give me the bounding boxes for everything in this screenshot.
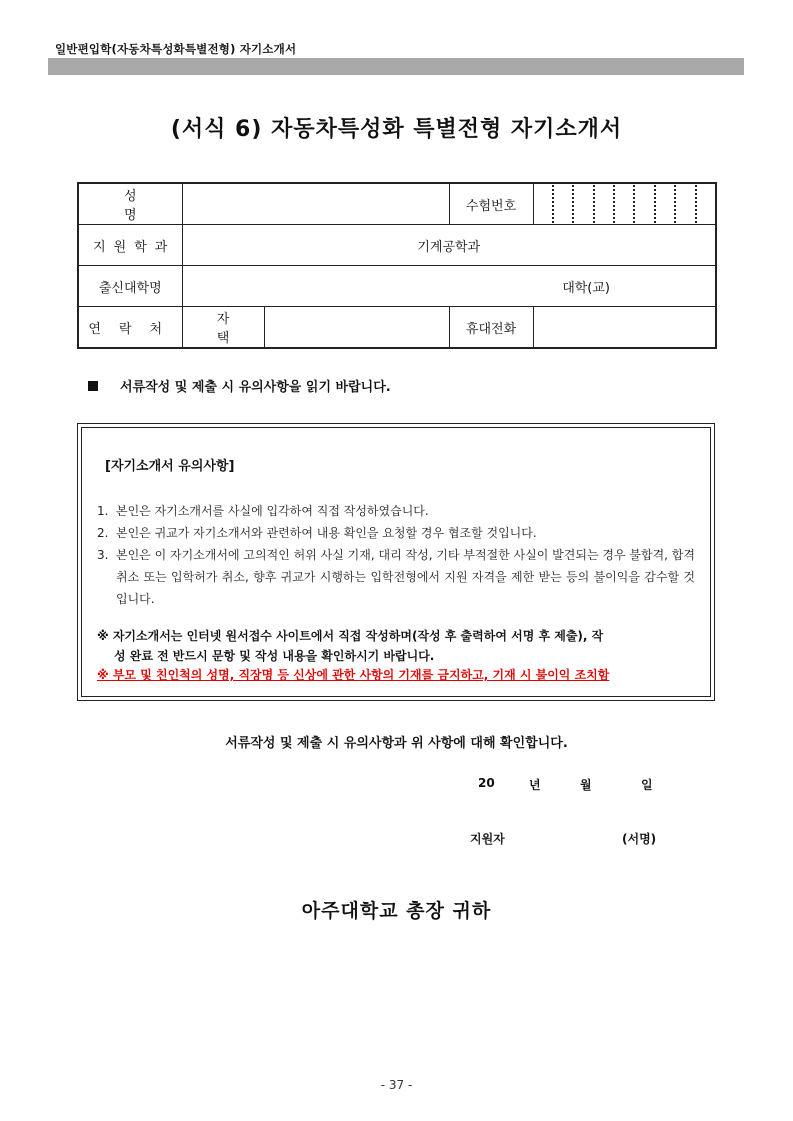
mobile-phone-field[interactable] xyxy=(533,307,716,349)
guidelines-box xyxy=(77,423,715,701)
exam-number-label: 수험번호 xyxy=(449,183,533,225)
page-header-text: 일반편입학(자동차특성화특별전형) 자기소개서 xyxy=(55,42,297,56)
applicant-info-table xyxy=(77,182,717,349)
list-item-text: 본인은 자기소개서를 사실에 입각하여 직접 작성하였습니다. xyxy=(116,504,429,518)
table-row xyxy=(78,225,716,266)
list-item-number: 2. xyxy=(97,526,109,540)
university-label: 출신대학명 xyxy=(78,266,182,307)
table-row xyxy=(78,307,716,349)
list-item-number: 3. xyxy=(97,548,109,562)
writing-warning-line1: ※ 자기소개서는 인터넷 원서접수 사이트에서 직접 작성하며(작성 후 출력하여 서명 후 제출), 작 xyxy=(97,629,604,643)
signature-label: (서명) xyxy=(622,832,657,846)
notice-line xyxy=(88,376,391,395)
name-field[interactable] xyxy=(182,183,449,225)
date-day-label: 일 xyxy=(641,778,653,792)
date-year-label: 년 xyxy=(529,778,541,792)
table-row xyxy=(78,183,716,225)
confirmation-statement: 서류작성 및 제출 시 유의사항과 위 사항에 대해 확인합니다. xyxy=(225,736,568,751)
guidelines-list xyxy=(97,500,695,610)
writing-warning xyxy=(97,626,697,666)
exam-number-field[interactable] xyxy=(533,183,716,225)
home-phone-label: 자 택 xyxy=(182,307,264,349)
mobile-phone-label: 휴대전화 xyxy=(449,307,533,349)
form-title: (서식 6) 자동차특성화 특별전형 자기소개서 xyxy=(170,117,623,142)
date-year-prefix: 20 xyxy=(478,776,495,790)
contact-label: 연락처 xyxy=(78,307,182,349)
list-item-number: 1. xyxy=(97,504,109,518)
guidelines-box-inner xyxy=(81,427,711,697)
list-item xyxy=(97,544,695,610)
header-bar xyxy=(48,58,744,75)
list-item-text: 본인은 이 자기소개서에 고의적인 허위 사실 기재, 대리 작성, 기타 부적절한 사실이 발견되는 경우 불합격, 합격취소 또는 입학허가 취소, 향후 귀교가 시행하는 입학전형에서 지원 자격을 제한 받는 등의 불이익을 감수할 것입니다. xyxy=(116,548,695,606)
writing-warning-line2: 성 완료 전 반드시 문항 및 작성 내용을 확인하시기 바랍니다. xyxy=(114,649,435,663)
list-item xyxy=(97,500,695,522)
department-label: 지원학과 xyxy=(78,225,182,266)
applicant-label: 지원자 xyxy=(470,832,505,846)
personal-info-warning: ※ 부모 및 친인척의 성명, 직장명 등 신상에 관한 사항의 기재를 금지하고, 기재 시 불이익 조치함 xyxy=(97,668,610,682)
exam-number-digit-boxes xyxy=(534,184,716,224)
table-row xyxy=(78,266,716,307)
date-month-label: 월 xyxy=(580,778,592,792)
page-number: - 37 - xyxy=(380,1078,413,1092)
home-phone-field[interactable] xyxy=(264,307,449,349)
university-field[interactable]: 대학(교) xyxy=(182,266,716,307)
list-item-text: 본인은 귀교가 자기소개서와 관련하여 내용 확인을 요청할 경우 협조할 것입니다. xyxy=(116,526,537,540)
square-bullet-icon xyxy=(88,381,98,391)
notice-text: 서류작성 및 제출 시 유의사항을 읽기 바랍니다. xyxy=(120,380,391,395)
list-item xyxy=(97,522,695,544)
department-value: 기계공학과 xyxy=(182,225,716,266)
guidelines-title: [자기소개서 유의사항] xyxy=(105,459,235,474)
name-label: 성 명 xyxy=(78,183,182,225)
recipient-line: 아주대학교 총장 귀하 xyxy=(301,900,492,922)
